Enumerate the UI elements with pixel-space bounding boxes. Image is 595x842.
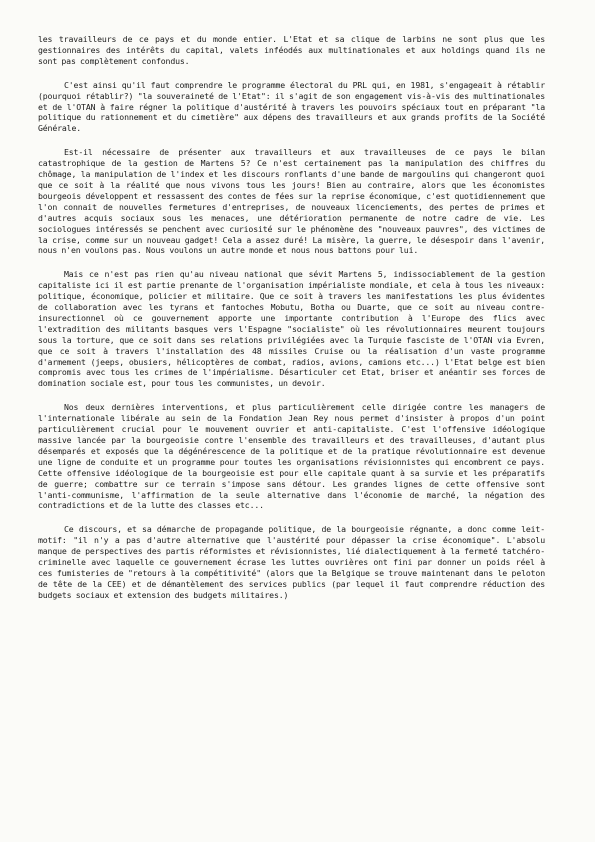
paragraph-4: Mais ce n'est pas rien qu'au niveau national que sévit Martens 5, indissociablement de la gestion capitaliste ici il est partie prenante de l'organisation impérialiste mondiale, et cela à tous les niveaux: politique, économique, policier et militaire. Que ce soit à travers les manifestations les plus évidentes de collaboration avec les tyrans et fantoches Mobutu, Botha ou Duarte, que ce soit au niveau contre-insurectionnel où ce gouvernement apporte une importante contribution à l'Europe des flics avec l'extradition des militants basques vers l'Espagne "socialiste" où les révolutionnaires meurent toujours sous la torture, que ce soit dans ses relations privilégiées avec la Turquie fasciste de l'OTAN via Evren, que ce soit à travers l'installation des 48 missiles Cruise ou la réalisation d'un vaste programme d'armement (jeeps, obusiers, hélicoptères de combat, radios, avions, camions etc...) l'Etat belge est bien compromis avec tous les crimes de l'impérialisme. Désarticuler cet Etat, briser et anéantir ses forces de domination sociale est, pour tous les communistes, un devoir. (38, 269, 545, 389)
paragraph-5: Nos deux dernières interventions, et plus particulièrement celle dirigée contre les managers de l'internationale libérale au sein de la Fondation Jean Rey nous permet d'insister à propos d'un point particulièrement crucial pour le mouvement ouvrier et anti-capitaliste. C'est l'offensive idéologique massive lancée par la bourgeoisie contre l'ensemble des travailleurs et des travailleuses, d'autant plus désemparés et exposés que la dégénérescence de la politique et de la pratique révolutionnaire est devenue une ligne de conduite et un programme pour toutes les organisations révisionnistes qui encombrent ce pays. Cette offensive idéologique de la bourgeoisie est pour elle capitale quant à sa survie et les préparatifs de guerre; combattre sur ce terrain s'impose sans détour. Les grandes lignes de cette offensive sont l'anti-communisme, l'affirmation de la seule alternative dans l'économie de marché, la négation des contradictions et de la lutte des classes etc... (38, 402, 545, 511)
paragraph-1: les travailleurs de ce pays et du monde entier. L'Etat et sa clique de larbins ne sont plus que les gestionnaires des intérêts du capital, valets inféodés aux multinationales et aux holdings quand ils ne sont pas complètement confondus. (38, 34, 545, 66)
paragraph-6: Ce discours, et sa démarche de propagande politique, de la bourgeoisie régnante, a donc comme leit-motif: "il n'y a pas d'autre alternative que l'austérité pour dépasser la crise économique". L'absolu manque de perspectives des partis réformistes et révisionnistes, lié dialectiquement à la fermeté tatchéro-criminelle avec laquelle ce gouvernement écrase les luttes ouvrières ont fini par donner un poids réel à ces fumisteries de "retours à la compétitivité" (alors que la Belgique se trouve maintenant dans le peloton de tête de la CEE) et de démantèlement des services publics (par lequel il faut comprendre réduction des budgets sociaux et extension des budgets militaires.) (38, 524, 545, 600)
paragraph-2: C'est ainsi qu'il faut comprendre le programme électoral du PRL qui, en 1981, s'engageait à rétablir (pourquoi rétablir?) "la souveraineté de l'Etat": il s'agit de son engagement vis-à-vis des multinationales et de l'OTAN à faire régner la politique d'austérité à travers les pouvoirs spéciaux tout en préparant "la politique du rationnement et du cimetière" aux dépens des travailleurs et aux grands profits de la Société Générale. (38, 79, 545, 134)
paragraph-3: Est-il nécessaire de présenter aux travailleurs et aux travailleuses de ce pays le bilan catastrophique de la gestion de Martens 5? Ce n'est certainement pas la manipulation des chiffres du chômage, la manipulation de l'index et les discours ronflants d'une bande de margoulins qui changeront quoi que ce soit à la réalité que nous vivons tous les jours! Bien au contraire, alors que les économistes bourgeois développent et ressassent des contes de fées sur la reprise économique, c'est quotidiennement que l'on connait de nouvelles fermetures d'entreprises, de nouveaux licenciements, des pertes de primes et d'autres acquis sociaux sous les menaces, une détérioration permanente de notre cadre de vie. Les sociologues intéressés se penchent avec curiosité sur le phénomène des "nouveaux pauvres", des victimes de la crise, comme sur un nouveau gadget! Cela a assez duré! La misère, la guerre, le désespoir dans l'avenir, nous n'en voulons pas. Nous voulons un autre monde et nous nous battons pour lui. (38, 147, 545, 256)
